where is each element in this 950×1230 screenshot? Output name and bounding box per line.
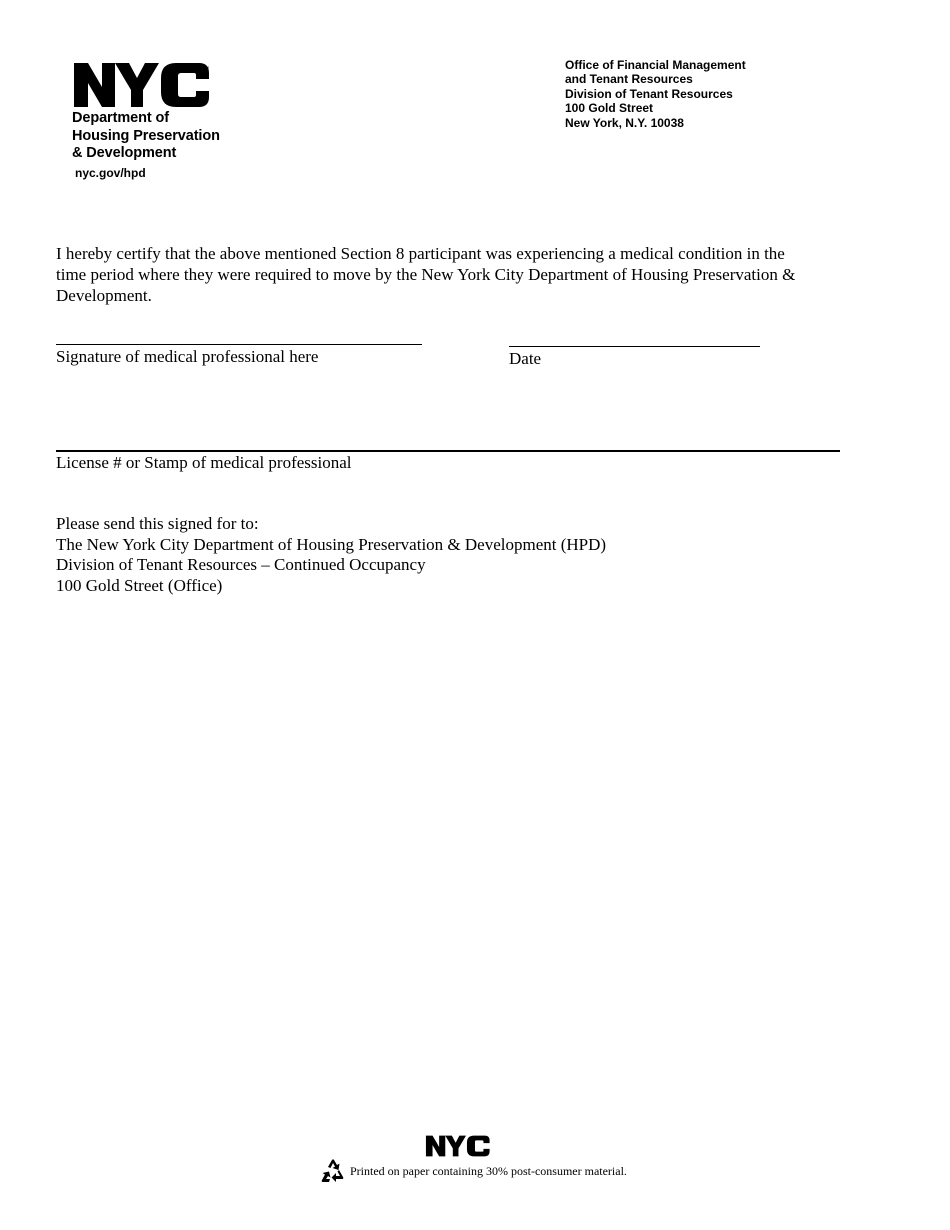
license-label: License # or Stamp of medical professional: [56, 453, 352, 472]
svg-text:TM: TM: [203, 65, 209, 70]
recycled-paper-note: Printed on paper containing 30% post-consumer material.: [350, 1164, 627, 1178]
office-address-line-4: 100 Gold Street: [565, 101, 654, 116]
office-address: [565, 58, 746, 130]
department-name-line-3: & Development: [72, 145, 177, 161]
date-label: Date: [509, 349, 542, 368]
certification-text: I hereby certify that the above mentioned Section 8 participant was experiencing a medical condition in the time period where they were required to move by the New York City Department of Housing Preservation & Development.: [56, 244, 796, 305]
recycle-icon: [319, 1158, 347, 1189]
signature-field[interactable]: [56, 344, 422, 345]
date-field[interactable]: [509, 346, 760, 347]
department-name-line-1: Department of: [72, 110, 169, 126]
send-to-line-1: Please send this signed for to:: [56, 514, 259, 533]
footer-nyc-logo-icon: [425, 1131, 491, 1161]
office-address-line-2: and Tenant Resources: [565, 72, 693, 87]
license-field[interactable]: [56, 450, 840, 452]
office-address-line-5: New York, N.Y. 10038: [565, 115, 684, 130]
signature-label: Signature of medical professional here: [56, 347, 319, 366]
send-to-block: [56, 514, 606, 596]
department-name: [72, 110, 220, 163]
nyc-logo-icon: [72, 60, 212, 110]
office-address-line-3: Division of Tenant Resources: [565, 86, 733, 101]
send-to-line-2: The New York City Department of Housing Preservation & Development (HPD): [56, 534, 607, 554]
department-name-line-2: Housing Preservation: [72, 127, 220, 144]
send-to-line-4: 100 Gold Street (Office): [56, 575, 223, 595]
website-text: nyc.gov/hpd: [75, 166, 146, 180]
send-to-line-3: Division of Tenant Resources – Continued Occupancy: [56, 555, 426, 574]
office-address-line-1: Office of Financial Management: [565, 58, 746, 72]
